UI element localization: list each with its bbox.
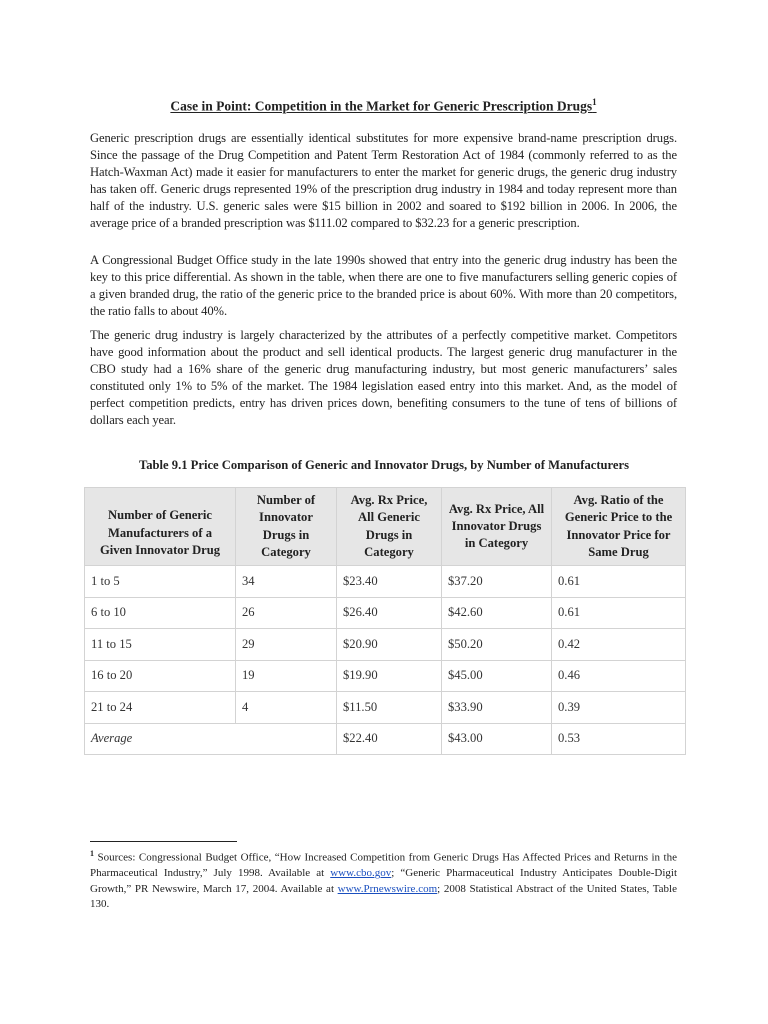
- table-cell: 0.42: [552, 629, 686, 661]
- table-caption: Table 9.1 Price Comparison of Generic and Innovator Drugs, by Number of Manufacturers: [139, 458, 629, 472]
- table-cell: 6 to 10: [85, 597, 236, 629]
- table-cell: 0.61: [552, 597, 686, 629]
- table-cell: 1 to 5: [85, 566, 236, 598]
- column-header-innovator-count: Number of Innovator Drugs in Category: [236, 488, 337, 566]
- table-cell: 34: [236, 566, 337, 598]
- table-cell: 11 to 15: [85, 629, 236, 661]
- table-row: [85, 660, 686, 692]
- average-price-ratio: 0.53: [552, 723, 686, 755]
- body-paragraph-2: A Congressional Budget Office study in the late 1990s showed that entry into the generic drug industry has been the key to this price differential. As shown in the table, when there are one to five manufacturers selling generic copies of a given branded drug, the ratio of the generic price to the branded price is about 60%. With more than 20 competitors, the ratio falls to about 40%.: [90, 253, 677, 319]
- table-cell: 0.39: [552, 692, 686, 724]
- table-header-row: [85, 488, 686, 566]
- table-cell: $26.40: [337, 597, 442, 629]
- table-cell: 19: [236, 660, 337, 692]
- average-label: Average: [85, 723, 337, 755]
- title-footnote-mark: 1: [592, 97, 597, 107]
- table-cell: 26: [236, 597, 337, 629]
- table-cell: 4: [236, 692, 337, 724]
- prnewswire-link[interactable]: www.Prnewswire.com: [337, 882, 438, 895]
- footnote-text-3: ; 2008 Statistical Abstract of the United States, Table 130.: [90, 882, 677, 911]
- column-header-price-ratio: Avg. Ratio of the Generic Price to the Innovator Price for Same Drug: [552, 488, 686, 566]
- table-row: [85, 629, 686, 661]
- column-header-manufacturers: Number of Generic Manufacturers of a Given Innovator Drug: [85, 488, 236, 566]
- column-header-innovator-price: Avg. Rx Price, All Innovator Drugs in Category: [442, 488, 552, 566]
- document-title: [90, 97, 677, 115]
- table-cell: 0.61: [552, 566, 686, 598]
- column-header-generic-price: Avg. Rx Price, All Generic Drugs in Category: [337, 488, 442, 566]
- average-generic-price: $22.40: [337, 723, 442, 755]
- table-cell: 29: [236, 629, 337, 661]
- footnote-text-2: ; “Generic Pharmaceutical Industry Anticipates Double-Digit Growth,” PR Newswire, March 17, 2004. Available at: [90, 867, 677, 895]
- footnote-text-1: Sources: Congressional Budget Office, “How Increased Competition from Generic Drugs Has Affected Prices and Returns in the Pharmaceutical Industry,” July 1998. Available at: [90, 851, 677, 880]
- table-cell: 16 to 20: [85, 660, 236, 692]
- footnote-divider: [90, 841, 237, 842]
- table-cell: $23.40: [337, 566, 442, 598]
- table-cell: 0.46: [552, 660, 686, 692]
- table-cell: $11.50: [337, 692, 442, 724]
- table-cell: $37.20: [442, 566, 552, 598]
- footnote: [90, 846, 677, 913]
- table-cell: $42.60: [442, 597, 552, 629]
- title-text: Case in Point: Competition in the Market for Generic Prescription Drugs: [170, 98, 593, 114]
- table-row: [85, 692, 686, 724]
- table-row: [85, 566, 686, 598]
- footnote-mark: 1: [90, 849, 94, 858]
- table-cell: $45.00: [442, 660, 552, 692]
- average-innovator-price: $43.00: [442, 723, 552, 755]
- table-cell: $19.90: [337, 660, 442, 692]
- table-cell: $20.90: [337, 629, 442, 661]
- table-average-row: [85, 723, 686, 755]
- body-paragraph-1: Generic prescription drugs are essentially identical substitutes for more expensive brand-name prescription drugs. Since the passage of the Drug Competition and Patent Term Restoration Act of 1984 (commonly referred to as the Hatch-Waxman Act) made it easier for manufacturers to enter the market for generic drugs, the generic drug industry has taken off. Generic drugs represented 19% of the prescription drug industry in 1984 and today represent more than half of the industry. U.S. generic sales were $15 billion in 2002 and soared to $192 billion in 2006. In 2006, the average price of a branded prescription was $111.02 compared to $32.23 for a generic prescription.: [90, 131, 677, 231]
- body-paragraph-3: The generic drug industry is largely characterized by the attributes of a perfectly competitive market. Competitors have good information about the product and sell identical products. The largest generic drug manufacturer in the CBO study had a 16% share of the generic drug manufacturing industry, but most generic manufacturers’ sales constituted only 1% to 5% of the market. The 1984 legislation eased entry into this market. And, as the model of perfect competition predicts, entry has driven prices down, benefiting consumers to the tune of tens of billions of dollars each year.: [90, 328, 677, 428]
- cbo-link[interactable]: www.cbo.gov: [330, 867, 392, 880]
- table-row: [85, 597, 686, 629]
- price-comparison-table: [84, 487, 686, 755]
- table-cell: $33.90: [442, 692, 552, 724]
- table-cell: $50.20: [442, 629, 552, 661]
- table-cell: 21 to 24: [85, 692, 236, 724]
